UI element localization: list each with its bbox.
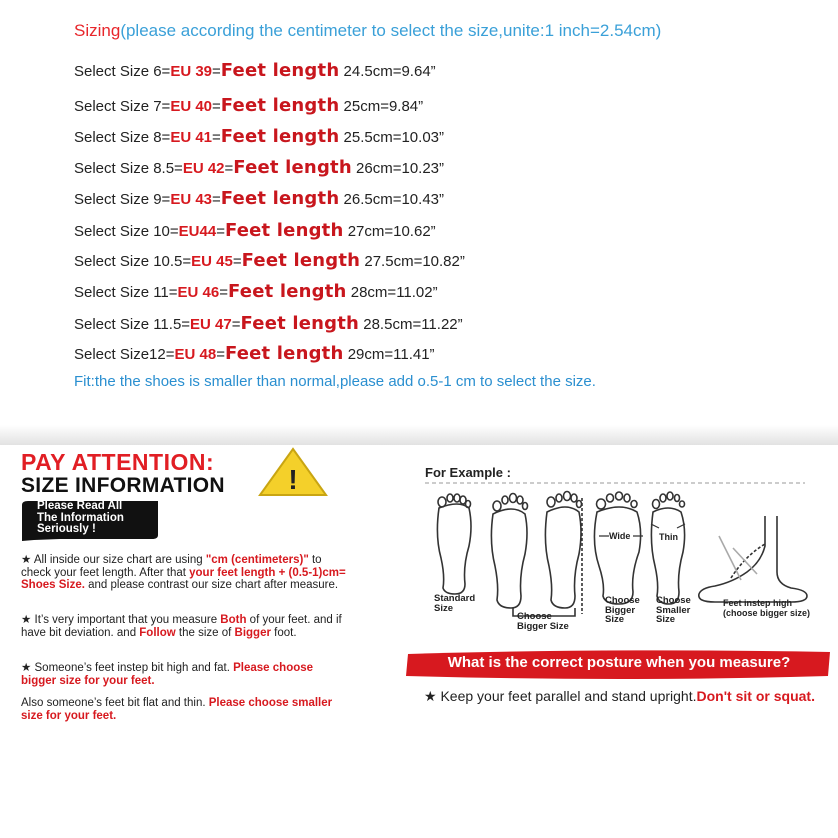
measurement: 29cm=11.41” bbox=[347, 346, 435, 363]
eu-size: EU 45 bbox=[191, 253, 233, 270]
size-row bbox=[74, 281, 438, 302]
note-instep-high: ★ Someone’s feet instep bit high and fat. Please choose bigger size for your feet. bbox=[21, 662, 314, 687]
eu-size: EU 40 bbox=[170, 98, 213, 115]
size-row bbox=[74, 95, 423, 116]
sizing-title: Sizing bbox=[74, 21, 121, 40]
size-row bbox=[74, 126, 444, 147]
separator: = bbox=[232, 253, 242, 270]
size-row bbox=[74, 343, 435, 364]
note-centimeters: ★ All inside our size chart are using "cm (centimeters)" to check your feet length. After that your feet length + (0.5-1)cm= Shoes Size. and please contrast our size chart after measure. bbox=[21, 554, 346, 591]
measurement: 26.5cm=10.43” bbox=[343, 191, 444, 208]
feet-length-label: Feet length bbox=[241, 250, 361, 271]
size-label: Select Size 6= bbox=[74, 63, 171, 80]
feet-length-label: Feet length bbox=[224, 343, 344, 364]
separator: = bbox=[216, 346, 225, 363]
feet-length-label: Feet length bbox=[224, 220, 344, 241]
fit-note: Fit:the the shoes is smaller than normal,please add o.5-1 cm to select the size. bbox=[74, 373, 596, 390]
separator: = bbox=[212, 129, 221, 146]
separator: = bbox=[219, 284, 229, 301]
eu-size: EU44 bbox=[178, 223, 217, 240]
measurement: 25.5cm=10.03” bbox=[343, 129, 444, 146]
warning-symbol: ! bbox=[288, 464, 298, 495]
posture-instruction: ★ Keep your feet parallel and stand upright.Don't sit or squat. bbox=[424, 688, 815, 704]
badge-line: Please Read All bbox=[37, 500, 123, 512]
thin-foot-icon bbox=[651, 492, 685, 604]
eu-size: EU 48 bbox=[174, 346, 217, 363]
size-label: Select Size 8= bbox=[74, 129, 171, 146]
feet-length-label: Feet length bbox=[220, 188, 340, 209]
size-row bbox=[74, 60, 436, 81]
note-flat-thin: Also someone’s feet bit flat and thin. Please choose smaller size for your feet. bbox=[21, 697, 333, 722]
standard-foot-icon bbox=[437, 494, 471, 594]
feet-length-label: Feet length bbox=[228, 281, 347, 302]
size-row bbox=[74, 188, 444, 209]
size-row bbox=[74, 250, 465, 271]
size-label: Select Size 11= bbox=[74, 284, 178, 301]
measurement: 28.5cm=11.22” bbox=[363, 316, 463, 333]
size-row bbox=[74, 220, 436, 241]
pay-attention-title: PAY ATTENTION: bbox=[21, 449, 215, 475]
measurement: 26cm=10.23” bbox=[356, 160, 445, 177]
choose-bigger-wide-label: Choose Bigger Size bbox=[605, 595, 640, 625]
eu-size: EU 46 bbox=[177, 284, 220, 301]
separator: = bbox=[231, 316, 241, 333]
feet-length-label: Feet length bbox=[233, 157, 352, 178]
separator: = bbox=[212, 63, 221, 80]
separator: = bbox=[224, 160, 234, 177]
feet-length-label: Feet length bbox=[220, 95, 340, 116]
size-label: Select Size 11.5= bbox=[74, 316, 191, 333]
size-label: Select Size 9= bbox=[74, 191, 171, 208]
badge-line: Seriously ! bbox=[37, 523, 96, 535]
size-label: Select Size 7= bbox=[74, 98, 171, 115]
size-row bbox=[74, 313, 463, 334]
note-measure-both: ★ It’s very important that you measure Both of your feet. and if have bit deviation. and Follow the size of Bigger foot. bbox=[21, 614, 342, 639]
size-label: Select Size 10= bbox=[74, 223, 179, 240]
warning-icon bbox=[258, 447, 328, 499]
feet-length-label: Feet length bbox=[220, 60, 340, 81]
choose-bigger-size-label: Choose Bigger Size bbox=[517, 611, 569, 632]
eu-size: EU 42 bbox=[182, 160, 225, 177]
longest-foot-icon bbox=[545, 492, 581, 609]
section-divider bbox=[0, 425, 838, 445]
measurement: 28cm=11.02” bbox=[350, 284, 438, 301]
thin-label: Thin bbox=[659, 532, 678, 542]
size-label: Select Size 8.5= bbox=[74, 160, 183, 177]
size-label: Select Size12= bbox=[74, 346, 175, 363]
eu-size: EU 41 bbox=[170, 129, 213, 146]
example-label: For Example : bbox=[425, 465, 511, 480]
longer-foot-icon bbox=[491, 494, 527, 609]
badge-line: The Information bbox=[37, 511, 124, 524]
sizing-unit-note: (please according the centimeter to select the size,unite:1 inch=2.54cm) bbox=[120, 21, 662, 40]
high-instep-foot-icon bbox=[699, 516, 807, 602]
separator: = bbox=[212, 98, 221, 115]
size-information-title: SIZE INFORMATION bbox=[21, 474, 225, 497]
wide-label: Wide bbox=[609, 531, 631, 541]
standard-size-label: Standard Size bbox=[434, 593, 476, 614]
eu-size: EU 43 bbox=[170, 191, 213, 208]
measurement: 24.5cm=9.64” bbox=[343, 63, 436, 80]
instep-high-label: Feet instep high (choose bigger size) bbox=[723, 598, 811, 618]
separator: = bbox=[216, 223, 225, 240]
measurement: 27cm=10.62” bbox=[347, 223, 436, 240]
separator: = bbox=[212, 191, 221, 208]
choose-smaller-label: Choose Smaller Size bbox=[656, 595, 691, 625]
eu-size: EU 47 bbox=[190, 316, 232, 333]
posture-banner-text: What is the correct posture when you measure? bbox=[447, 654, 791, 671]
measurement: 27.5cm=10.82” bbox=[364, 253, 465, 270]
badge-text bbox=[37, 501, 157, 536]
size-label: Select Size 10.5= bbox=[74, 253, 192, 270]
feet-length-label: Feet length bbox=[240, 313, 360, 334]
feet-length-label: Feet length bbox=[220, 126, 340, 147]
measurement: 25cm=9.84” bbox=[343, 98, 424, 115]
wide-foot-icon bbox=[594, 492, 643, 604]
eu-size: EU 39 bbox=[170, 63, 213, 80]
sizing-header bbox=[74, 21, 661, 41]
size-row bbox=[74, 157, 444, 178]
